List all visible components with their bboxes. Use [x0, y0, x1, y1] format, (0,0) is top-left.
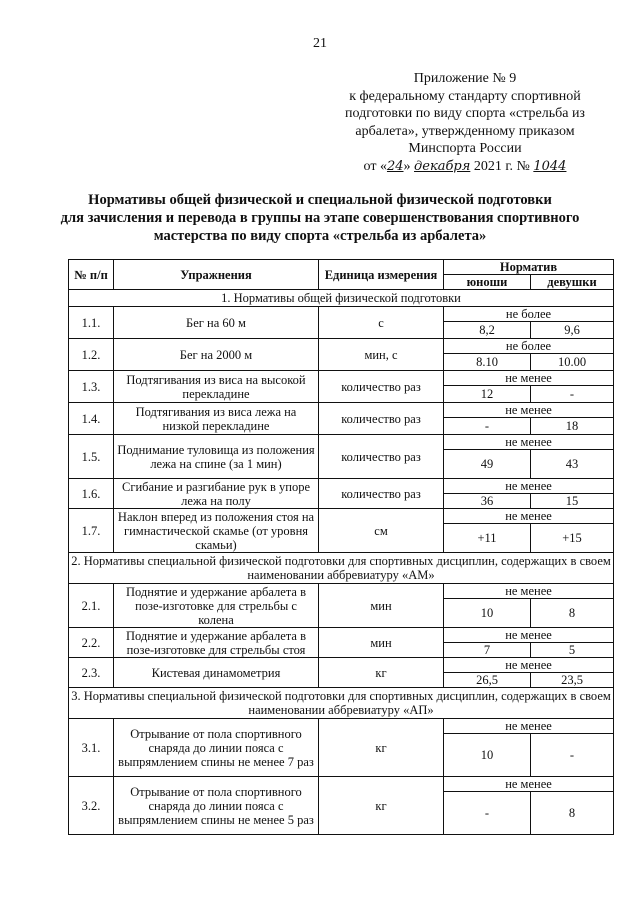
norm-qualifier: не менее: [444, 777, 614, 792]
header-norm: Норматив: [444, 260, 614, 275]
title-line-3: мастерства по виду спорта «стрельба из арбалета»: [153, 228, 487, 244]
exercise-name: Отрывание от пола спортивного снаряда до линии пояса с выпрямлением спины не менее 5 раз: [114, 777, 319, 835]
norm-qualifier: не менее: [444, 479, 614, 494]
appendix-line-3: подготовки по виду спорта «стрельба из: [345, 106, 585, 121]
norm-qualifier: не менее: [444, 658, 614, 673]
unit-of-measure: мин, с: [319, 339, 444, 371]
unit-of-measure: количество раз: [319, 403, 444, 435]
unit-of-measure: мин: [319, 628, 444, 658]
norm-qualifier: не менее: [444, 628, 614, 643]
exercise-name: Кистевая динамометрия: [114, 658, 319, 688]
date-day-handwritten: 24: [386, 158, 404, 174]
table-row: [69, 658, 614, 673]
appendix-date-line: [330, 158, 600, 176]
title-line-1: Нормативы общей физической и специальной физической подготовки: [88, 192, 552, 208]
appendix-line-2: к федеральному стандарту спортивной: [349, 88, 581, 104]
document-title: [40, 191, 600, 245]
row-number: 1.5.: [69, 435, 114, 479]
norms-table: [68, 259, 614, 835]
value-boys: 36: [444, 494, 531, 509]
value-boys: 7: [444, 643, 531, 658]
exercise-name: Наклон вперед из положения стоя на гимнастической скамье (от уровня скамьи): [114, 509, 319, 553]
value-boys: -: [444, 792, 531, 835]
unit-of-measure: см: [319, 509, 444, 553]
header-num: № п/п: [69, 260, 114, 290]
unit-of-measure: мин: [319, 584, 444, 628]
header-exercise: Упражнения: [114, 260, 319, 290]
unit-of-measure: количество раз: [319, 479, 444, 509]
date-prefix: от «: [363, 158, 387, 174]
value-girls: 5: [531, 643, 614, 658]
norm-qualifier: не менее: [444, 435, 614, 450]
row-number: 1.6.: [69, 479, 114, 509]
section-header: 3. Нормативы специальной физической подготовки для спортивных дисциплин, содержащих в своем наименовании аббревиатуру «АП»: [69, 688, 614, 719]
exercise-name: Поднимание туловища из положения лежа на спине (за 1 мин): [114, 435, 319, 479]
exercise-name: Бег на 2000 м: [114, 339, 319, 371]
value-boys: 8.10: [444, 354, 531, 371]
header-unit: Единица измерения: [319, 260, 444, 290]
value-boys: 26,5: [444, 673, 531, 688]
value-girls: 8: [531, 599, 614, 628]
section-header: 1. Нормативы общей физической подготовки: [69, 290, 614, 307]
value-boys: 10: [444, 734, 531, 777]
page-number: 21: [313, 36, 327, 51]
value-girls: 8: [531, 792, 614, 835]
value-girls: +15: [531, 524, 614, 553]
unit-of-measure: кг: [319, 658, 444, 688]
row-number: 1.7.: [69, 509, 114, 553]
appendix-line-4: арбалета», утвержденному приказом: [355, 123, 575, 139]
exercise-name: Отрывание от пола спортивного снаряда до линии пояса с выпрямлением спины не менее 7 раз: [114, 719, 319, 777]
exercise-name: Подтягивания из виса на высокой перекладине: [114, 371, 319, 403]
unit-of-measure: с: [319, 307, 444, 339]
row-number: 3.1.: [69, 719, 114, 777]
value-girls: -: [531, 734, 614, 777]
title-line-2: для зачисления и перевода в группы на этапе совершенствования спортивного: [60, 210, 580, 226]
order-number-handwritten: 1044: [533, 158, 567, 174]
value-girls: 15: [531, 494, 614, 509]
table-row: [69, 339, 614, 354]
value-girls: 9,6: [531, 322, 614, 339]
norm-qualifier: не менее: [444, 403, 614, 418]
header-girls: девушки: [531, 275, 614, 290]
exercise-name: Подтягивания из виса лежа на низкой перекладине: [114, 403, 319, 435]
unit-of-measure: количество раз: [319, 371, 444, 403]
norm-qualifier: не более: [444, 307, 614, 322]
value-boys: -: [444, 418, 531, 435]
exercise-name: Бег на 60 м: [114, 307, 319, 339]
value-boys: +11: [444, 524, 531, 553]
row-number: 3.2.: [69, 777, 114, 835]
date-mid: »: [403, 158, 415, 174]
table-row: [69, 584, 614, 599]
value-girls: 23,5: [531, 673, 614, 688]
appendix-header: [330, 70, 600, 175]
row-number: 2.2.: [69, 628, 114, 658]
value-boys: 49: [444, 450, 531, 479]
value-boys: 12: [444, 386, 531, 403]
appendix-line-5: Минспорта России: [408, 141, 522, 156]
value-girls: -: [531, 386, 614, 403]
table-body: [69, 290, 614, 835]
unit-of-measure: кг: [319, 777, 444, 835]
table-row: [69, 509, 614, 524]
date-month-handwritten: декабря: [414, 158, 471, 174]
section-header: 2. Нормативы специальной физической подготовки для спортивных дисциплин, содержащих в своем наименовании аббревиатуру «АМ»: [69, 553, 614, 584]
row-number: 1.4.: [69, 403, 114, 435]
value-girls: 18: [531, 418, 614, 435]
norm-qualifier: не менее: [444, 371, 614, 386]
row-number: 2.3.: [69, 658, 114, 688]
value-girls: 10.00: [531, 354, 614, 371]
table-row: [69, 435, 614, 450]
header-boys: юноши: [444, 275, 531, 290]
value-boys: 8,2: [444, 322, 531, 339]
norm-qualifier: не более: [444, 339, 614, 354]
norm-qualifier: не менее: [444, 584, 614, 599]
table-row: [69, 628, 614, 643]
appendix-line-1: Приложение № 9: [413, 71, 517, 86]
row-number: 1.2.: [69, 339, 114, 371]
table-row: [69, 371, 614, 386]
exercise-name: Сгибание и разгибание рук в упоре лежа на полу: [114, 479, 319, 509]
norm-qualifier: не менее: [444, 509, 614, 524]
unit-of-measure: количество раз: [319, 435, 444, 479]
row-number: 2.1.: [69, 584, 114, 628]
table-row: [69, 719, 614, 734]
row-number: 1.3.: [69, 371, 114, 403]
value-boys: 10: [444, 599, 531, 628]
unit-of-measure: кг: [319, 719, 444, 777]
norm-qualifier: не менее: [444, 719, 614, 734]
table-row: [69, 479, 614, 494]
exercise-name: Поднятие и удержание арбалета в позе-изготовке для стрельбы с колена: [114, 584, 319, 628]
value-girls: 43: [531, 450, 614, 479]
table-row: [69, 307, 614, 322]
row-number: 1.1.: [69, 307, 114, 339]
table-row: [69, 777, 614, 792]
table-row: [69, 403, 614, 418]
date-year: 2021 г. №: [470, 158, 534, 174]
exercise-name: Поднятие и удержание арбалета в позе-изготовке для стрельбы стоя: [114, 628, 319, 658]
